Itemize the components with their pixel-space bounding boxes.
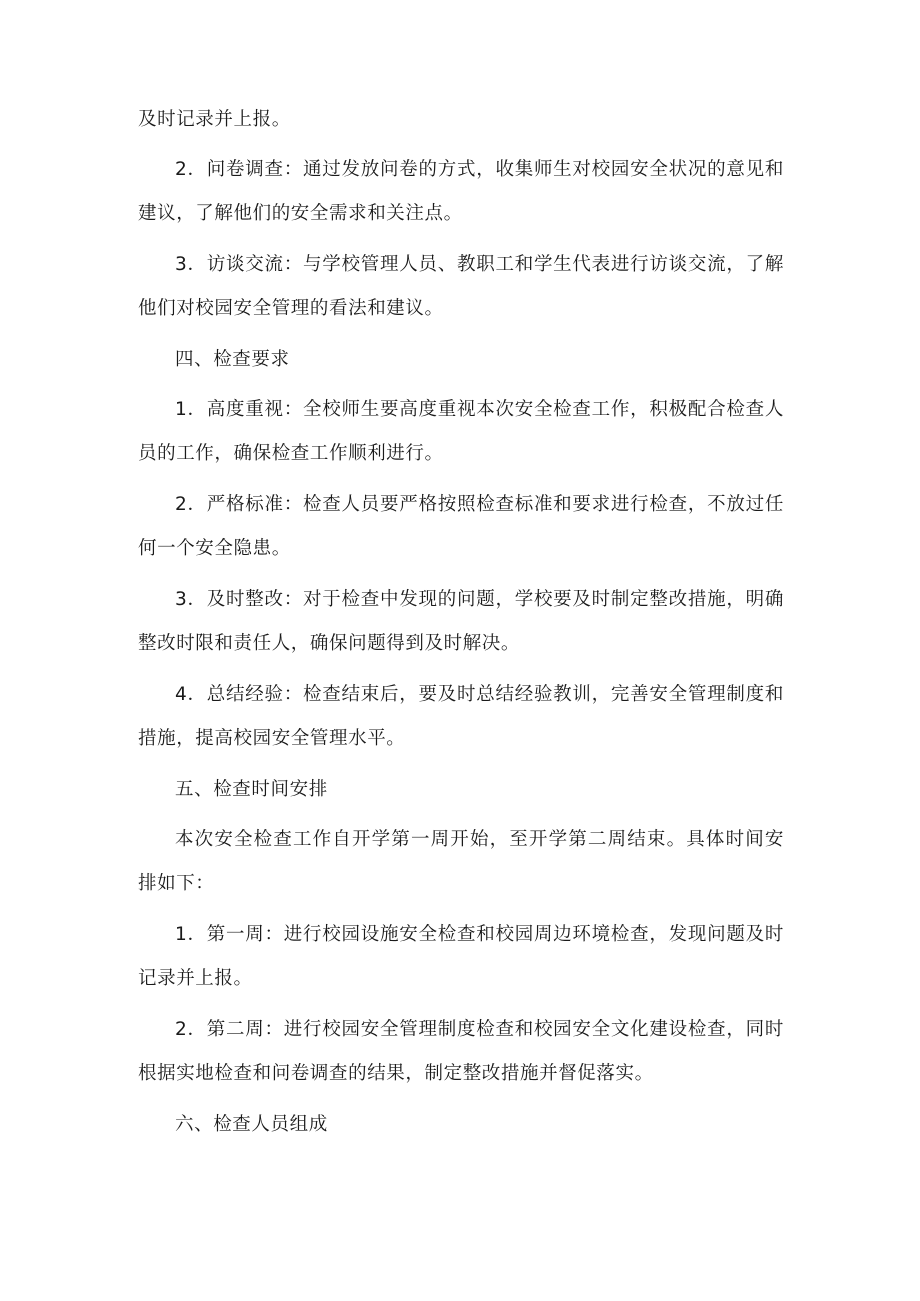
paragraph-schedule-intro: 本次安全检查工作自开学第一周开始，至开学第二周结束。具体时间安排如下： bbox=[138, 829, 784, 894]
paragraph-interview-exchange: 3．访谈交流：与学校管理人员、教职工和学生代表进行访谈交流，了解他们对校园安全管理的看法和建议。 bbox=[138, 254, 784, 319]
paragraph-high-attention: 1．高度重视：全校师生要高度重视本次安全检查工作，积极配合检查人员的工作，确保检查工作顺利进行。 bbox=[138, 399, 784, 464]
document-body bbox=[138, 98, 784, 1147]
paragraph-timely-rectification: 3．及时整改：对于检查中发现的问题，学校要及时制定整改措施，明确整改时限和责任人，确保问题得到及时解决。 bbox=[138, 589, 784, 654]
paragraph-week-one: 1．第一周：进行校园设施安全检查和校园周边环境检查，发现问题及时记录并上报。 bbox=[138, 924, 784, 989]
section-heading-inspection-staff: 六、检查人员组成 bbox=[175, 1114, 328, 1135]
paragraph-continuation: 及时记录并上报。 bbox=[138, 109, 291, 130]
paragraph-week-two: 2．第二周：进行校园安全管理制度检查和校园安全文化建设检查，同时根据实地检查和问卷调查的结果，制定整改措施并督促落实。 bbox=[138, 1019, 784, 1084]
paragraph-strict-standards: 2．严格标准：检查人员要严格按照检查标准和要求进行检查，不放过任何一个安全隐患。 bbox=[138, 494, 784, 559]
section-heading-inspection-schedule: 五、检查时间安排 bbox=[175, 779, 328, 800]
section-heading-inspection-requirements: 四、检查要求 bbox=[175, 349, 290, 370]
paragraph-summarize-experience: 4．总结经验：检查结束后，要及时总结经验教训，完善安全管理制度和措施，提高校园安全管理水平。 bbox=[138, 684, 784, 749]
paragraph-questionnaire-survey: 2．问卷调查：通过发放问卷的方式，收集师生对校园安全状况的意见和建议，了解他们的安全需求和关注点。 bbox=[138, 159, 784, 224]
